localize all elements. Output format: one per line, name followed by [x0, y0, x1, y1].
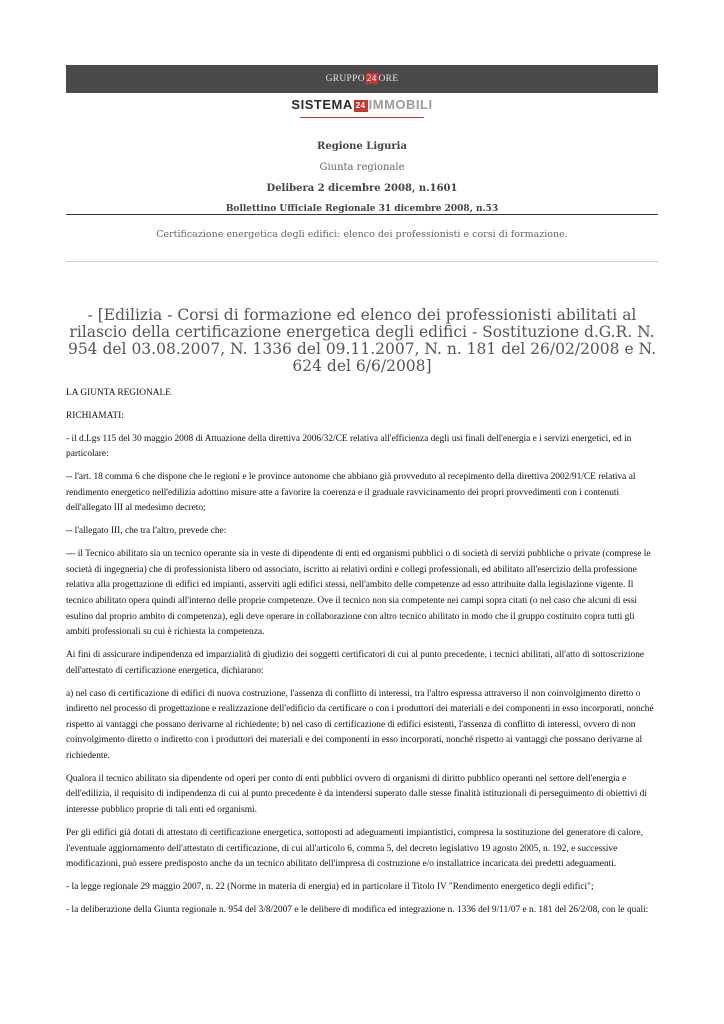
brand-right: ORE	[378, 74, 399, 84]
paragraph: -- l'allegato III, che tra l'altro, prevede che:	[66, 526, 227, 537]
document-headline: - [Edilizia - Corsi di formazione ed elenco dei professionisti abilitati al rilascio della certificazione energetica degli edifici - Sostituzione d.G.R. N. 954 del 03.08.2007, N. 1336 del 09.11.2007, N. n. 181 del 26/02/2008 e N. 624 del 6/6/2008]	[67, 306, 657, 375]
brand-left: GRUPPO	[325, 74, 365, 84]
paragraph: Qualora il tecnico abilitato sia dipendente od operi per conto di enti pubblici ovvero di organismi di diritto pubblico operanti nel settore dell'energia e dell'edilizia, il requisito di indipendenza di cui al punto precedente è da intendersi superato dalle stesse finalità istituzionali di perseguimento di obiettivi di interesse pubblico proprie di tali enti ed organismi.	[66, 773, 647, 816]
paragraph: - la deliberazione della Giunta regionale n. 954 del 3/8/2007 e le delibere di modifica ed integrazione n. 1336 del 9/11/07 e n. 181 del 26/2/08, con le quali:	[66, 904, 649, 915]
paragraph: Per gli edifici già dotati di attestato di certificazione energetica, sottoposti ad adeguamenti impiantistici, compresa la sostituzione del generatore di calore, l'eventuale aggiornamento dell'attestato di certificazione, di cui all'articolo 6, comma 5, del decreto legislativo 19 agosto 2005, n. 192, e successive modificazioni, può essere predisposto anche da un tecnico abilitato dell'impresa di costruzione e/o installatrice incaricata dei predetti adeguamenti.	[66, 827, 643, 870]
paragraph: a) nel caso di certificazione di edifici di nuova costruzione, l'assenza di conflitto di interessi, tra l'altro espressa attraverso il non coinvolgimento diretto o indiretto nel processo di progettazione e realizzazione dell'edificio da certificare o con i produttori dei materiali e dei componenti in esso incorporati, nonché rispetto ai vantaggi che possano derivarne al richiedente; b) nel caso di certificazione di edifici esistenti, l'assenza di conflitto di interessi, ovvero di non coinvolgimento diretto o indiretto con i produttori dei materiali e dei componenti in esso incorporati, nonché rispetto ai vantaggi che possano derivarne al richiedente.	[66, 688, 654, 761]
issuing-body: Giunta regionale	[319, 162, 405, 173]
logo-right: IMMOBILI	[368, 97, 433, 112]
paragraph: - la legge regionale 29 maggio 2007, n. 22 (Norme in materia di energia) ed in particolare il Titolo IV "Rendimento energetico degli edifici";	[66, 882, 594, 892]
sistema-immobili-logo[interactable]	[0, 97, 724, 112]
paragraph: -- l'art. 18 comma 6 che dispone che le regioni e le province autonome che abbiano già provveduto al recepimento della direttiva 2002/91/CE relativa al rendimento energetico nell'edilizia adottino misure atte a favorire la coerenza e il graduale ravvicinamento dei propri provvedimenti con i contenuti dell'allegato III al medesimo decreto;	[66, 472, 636, 514]
paragraph: Ai fini di assicurare indipendenza ed imparzialità di giudizio dei soggetti certificatori di cui al punto precedente, i tecnici abilitati, all'atto di sottoscrizione dell'attestato di certificazione energetica, dichiarano:	[66, 650, 645, 676]
region-name: Regione Liguria	[317, 141, 407, 152]
divider	[66, 261, 658, 262]
logo-underline	[300, 117, 424, 118]
document-subject: Certificazione energetica degli edifici: elenco dei professionisti e corsi di formazione.	[156, 229, 568, 240]
act-title: Delibera 2 dicembre 2008, n.1601	[266, 183, 458, 194]
divider	[66, 214, 658, 215]
brand-mark: 24	[366, 73, 377, 83]
bulletin-reference: Bollettino Ufficiale Regionale 31 dicembre 2008, n.53	[225, 204, 499, 214]
paragraph: RICHIAMATI:	[66, 410, 124, 421]
document-body	[66, 386, 658, 926]
gruppo-24-ore-logo[interactable]	[66, 73, 658, 84]
publisher-banner	[66, 65, 658, 93]
logo-mark: 24	[355, 101, 366, 110]
paragraph: LA GIUNTA REGIONALE	[66, 388, 171, 398]
paragraph: - il d.Lgs 115 del 30 maggio 2008 di Attuazione della direttiva 2006/32/CE relativa all'efficienza degli usi finali dell'energia e i servizi energetici, ed in particolare:	[66, 433, 632, 460]
paragraph: --- il Tecnico abilitato sia un tecnico operante sia in veste di dipendente di enti ed organismi pubblici o di società di servizi pubbliche o private (comprese le società di ingegneria) che di professionista libero od associato, iscritto ai relativi ordini e collegi professionali, ed abilitato all'esercizio della professione relativa alla progettazione di edifici ed impianti, asserviti agli edifici stessi, nell'ambito delle competenze ad esso attribuite dalla legislazione vigente. Il tecnico abilitato opera quindi all'interno delle proprie competenze. Ove il tecnico non sia competente nei campi sopra citati (o nel caso che alcuni di essi esulino dal proprio ambito di competenza), egli deve operare in collaborazione con altro tecnico abilitato in modo che il gruppo costituito copra tutti gli ambiti professionali su cui è richiesta la competenza.	[66, 549, 651, 638]
logo-left: SISTEMA	[291, 97, 353, 112]
